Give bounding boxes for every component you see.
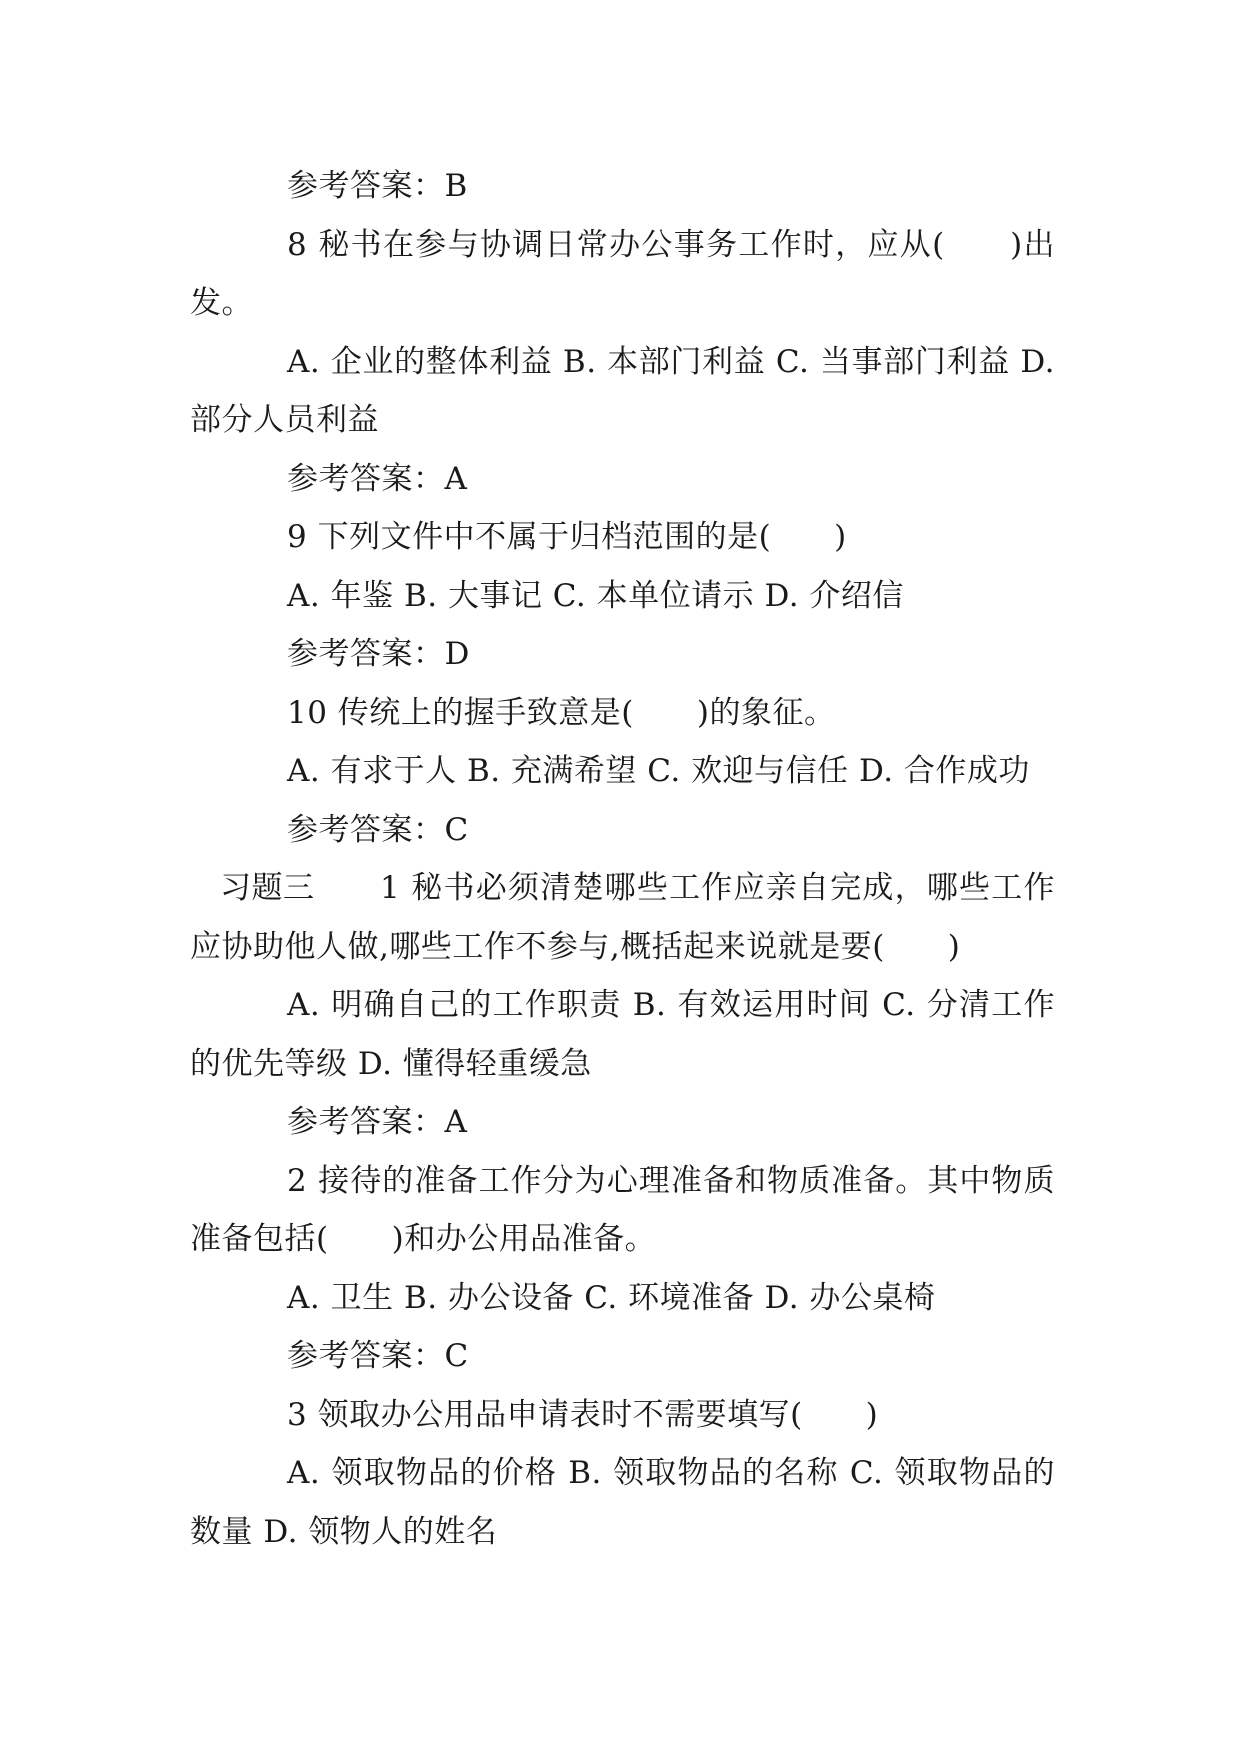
document-body <box>190 157 1055 1561</box>
answer-9: 参考答案：D <box>287 636 470 672</box>
section-heading: 习题三 <box>220 870 315 906</box>
answer-s3-1: 参考答案：A <box>287 1104 468 1140</box>
options-8: A. 企业的整体利益 B. 本部门利益 C. 当事部门利益 D. 部分人员利益 <box>190 343 1055 438</box>
options-9: A. 年鉴 B. 大事记 C. 本单位请示 D. 介绍信 <box>287 577 904 614</box>
answer-line: 参考答案：B <box>287 168 468 204</box>
question-text: 1 秘书必须清楚哪些工作应亲自完成，哪些工作应协助他人做,哪些工作不参与,概括起来说就是要( ) <box>190 870 1055 965</box>
question-s3-3: 3 领取办公用品申请表时不需要填写( ) <box>287 1396 879 1433</box>
question-9: 9 下列文件中不属于归档范围的是( ) <box>287 519 847 555</box>
question-10: 10 传统上的握手致意是( )的象征。 <box>287 694 836 731</box>
question-s3-2: 2 接待的准备工作分为心理准备和物质准备。其中物质准备包括( )和办公用品准备。 <box>190 1162 1055 1257</box>
answer-10: 参考答案：C <box>287 811 469 848</box>
options-s3-1: A. 明确自己的工作职责 B. 有效运用时间 C. 分清工作的优先等级 D. 懂得轻重缓急 <box>190 987 1055 1082</box>
answer-8: 参考答案：A <box>287 460 468 497</box>
options-10: A. 有求于人 B. 充满希望 C. 欢迎与信任 D. 合作成功 <box>287 753 1030 789</box>
section-3-question-1 <box>190 859 1055 976</box>
question-8: 8 秘书在参与协调日常办公事务工作时，应从( )出发。 <box>190 226 1055 321</box>
options-s3-3: A. 领取物品的价格 B. 领取物品的名称 C. 领取物品的数量 D. 领物人的姓名 <box>190 1455 1055 1550</box>
answer-s3-2: 参考答案：C <box>287 1338 469 1374</box>
options-s3-2: A. 卫生 B. 办公设备 C. 环境准备 D. 办公桌椅 <box>287 1279 936 1316</box>
